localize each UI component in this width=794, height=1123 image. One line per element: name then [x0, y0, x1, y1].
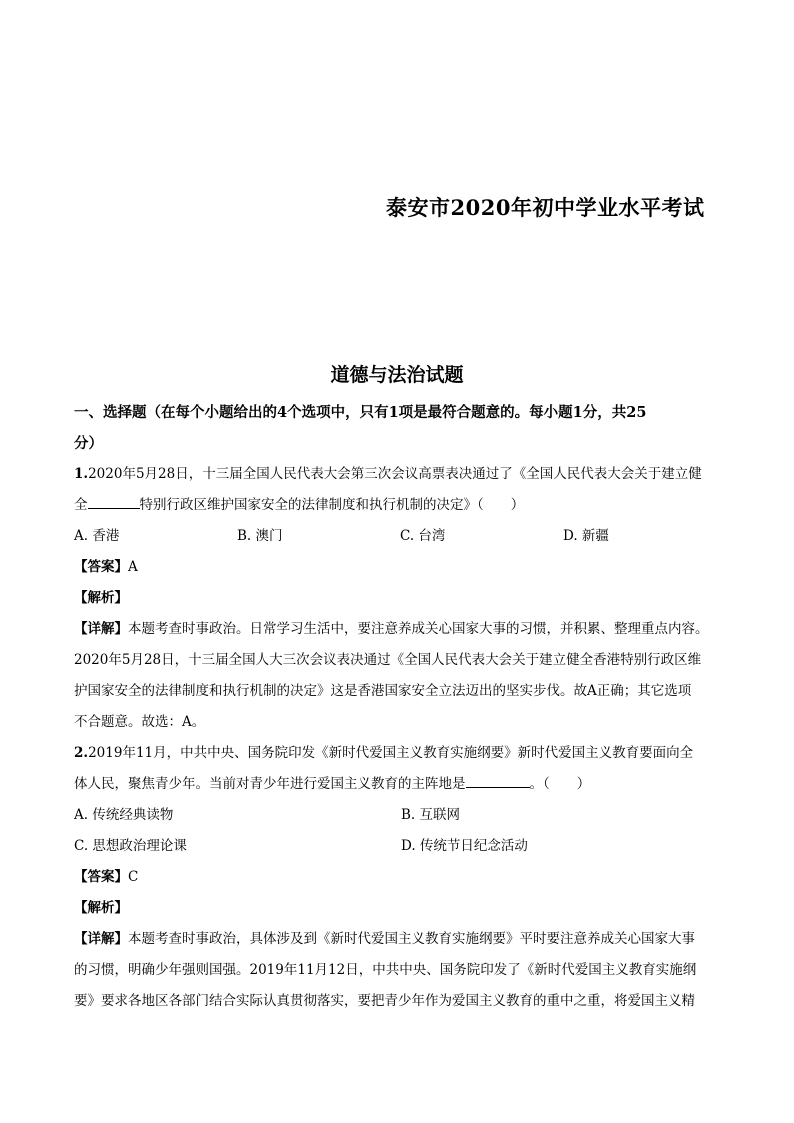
answer-value: A	[128, 559, 138, 575]
question-1-stem-cont	[74, 490, 728, 521]
section-heading: 一、选择题（在每个小题给出的4个选项中，只有1项是最符合题意的。每小题1分，共25	[74, 404, 647, 421]
option-b: B. 互联网	[401, 807, 461, 823]
detail-text: 本题考查时事政治，具体涉及到《新时代爱国主义教育实施纲要》平时要注意养成关心国家大事	[128, 931, 695, 947]
question-text: 。（ ）	[529, 776, 591, 792]
question-2-stem-cont	[74, 769, 728, 800]
question-1-detail-cont: 护国家安全的法律制度和执行机制的决定》这是香港国家安全立法迈出的坚实步伐。故A正确；其它选项	[74, 683, 692, 699]
option-a: A. 香港	[74, 528, 120, 544]
option-d: D. 传统节日纪念活动	[401, 838, 528, 854]
question-2-options-row1	[74, 800, 728, 831]
answer-blank	[88, 494, 140, 509]
exam-title: 泰安市2020年初中学业水平考试	[386, 195, 705, 220]
question-2-detail-cont: 的习惯，明确少年强则国强。2019年11月12日，中共中央、国务院印发了《新时代爱国主义教育实施纲	[74, 962, 697, 978]
question-2-stem	[74, 738, 728, 769]
section-heading-cont: 分）	[74, 435, 103, 452]
question-1-detail	[74, 614, 728, 645]
question-number: 1.	[74, 466, 89, 482]
detail-text: 本题考查时事政治。日常学习生活中，要注意养成关心国家大事的习惯，并积累、整理重点内容。	[128, 621, 709, 637]
option-c: C. 思想政治理论课	[74, 838, 187, 854]
question-text: 2019年11月，中共中央、国务院印发《新时代爱国主义教育实施纲要》新时代爱国主义教育要面向全	[88, 745, 694, 761]
answer-value: C	[128, 869, 139, 885]
option-b: B. 澳门	[237, 528, 283, 544]
question-2-analysis-label: 【解析】	[74, 900, 128, 916]
question-1-stem	[74, 459, 728, 490]
question-2-options-row2	[74, 831, 728, 862]
question-text: 特别行政区维护国家安全的法律制度和执行机制的决定》（ ）	[139, 497, 525, 513]
question-1-detail-cont: 2020年5月28日，十三届全国人大三次会议表决通过《全国人民代表大会关于建立健全香港特别行政区维	[74, 652, 702, 668]
option-d: D. 新疆	[563, 528, 609, 544]
option-a: A. 传统经典读物	[74, 807, 174, 823]
question-text: 2020年5月28日，十三届全国人民代表大会第三次会议高票表决通过了《全国人民代表大会关于建立健	[88, 466, 702, 482]
question-2-detail	[74, 924, 728, 955]
question-1-analysis-label: 【解析】	[74, 590, 128, 606]
question-1-options	[74, 521, 728, 552]
question-2-answer	[74, 862, 728, 893]
answer-blank	[466, 773, 530, 788]
detail-label: 【详解】	[74, 931, 128, 947]
answer-label: 【答案】	[74, 559, 128, 575]
question-text: 全	[74, 497, 88, 513]
option-c: C. 台湾	[400, 528, 446, 544]
question-content	[74, 397, 728, 1017]
question-text: 体人民，聚焦青少年。当前对青少年进行爱国主义教育的主阵地是	[74, 776, 466, 792]
question-1-answer	[74, 552, 728, 583]
question-2-detail-cont: 要》要求各地区各部门结合实际认真贯彻落实，要把青少年作为爱国主义教育的重中之重，将爱国主义精	[74, 993, 695, 1009]
question-1-detail-cont: 不合题意。故选：A。	[74, 714, 206, 730]
detail-label: 【详解】	[74, 621, 128, 637]
question-number: 2.	[74, 745, 89, 761]
subject-title: 道德与法治试题	[330, 364, 464, 386]
answer-label: 【答案】	[74, 869, 128, 885]
